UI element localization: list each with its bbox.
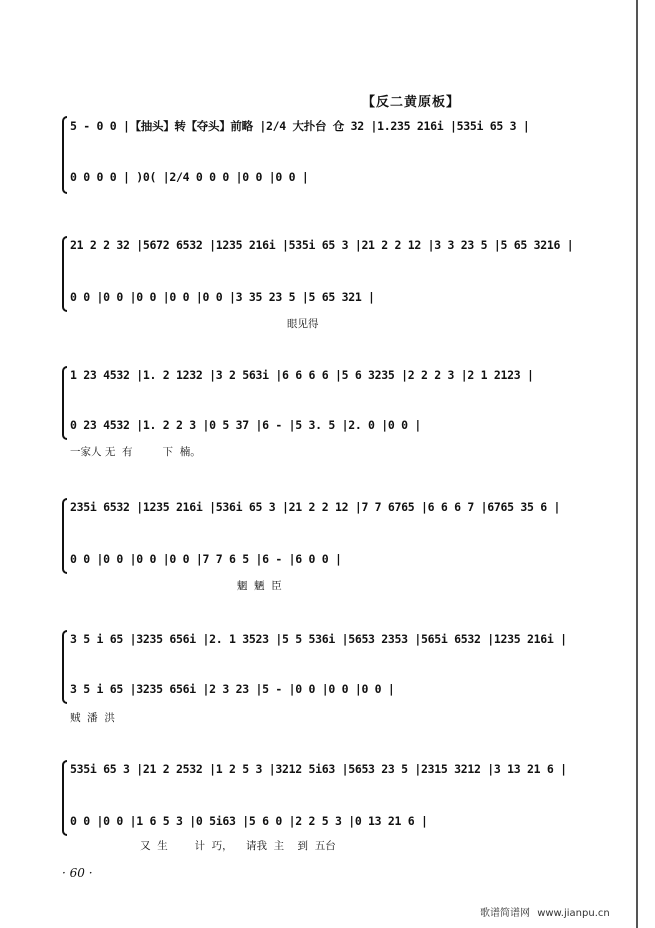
lyrics-line: 眼见得 [70,318,319,330]
lyrics-line: 又 生 计 巧， 请我 主 到 五台 [70,840,336,852]
lyrics-line: 贼 潘 洪 [70,712,115,724]
system-brace [62,760,67,836]
lower-staff: 0 0 0 0 | )0( |2/4 0 0 0 |0 0 |0 0 | [70,170,309,184]
lyrics-line: 魍 魉 臣 [70,580,282,592]
upper-staff: 235i 6532 |1235 216i |536i 65 3 |21 2 2 12 |7 7 6765 |6 6 6 7 |6765 35 6 | [70,500,561,514]
lower-staff: 0 0 |0 0 |1 6 5 3 |0 5i63 |5 6 0 |2 2 5 3 |0 13 21 6 | [70,814,428,828]
lyrics-line: 一家人 无 有 下 楠。 [70,446,201,458]
upper-staff: 1 23 4532 |1. 2 1232 |3 2 563i |6 6 6 6 |5 6 3235 |2 2 2 3 |2 1 2123 | [70,368,534,382]
system-brace [62,630,67,704]
lower-staff: 3 5 i 65 |3235 656i |2 3 23 |5 - |0 0 |0 0 |0 0 | [70,682,395,696]
site-watermark [480,904,610,919]
upper-staff: 5 - 0 0 |【抽头】转【夺头】前略 |2/4 大扑台 仓 32 |1.235 216i |535i 65 3 | [70,119,530,133]
watermark-url: www.jianpu.cn [537,908,610,919]
lower-staff: 0 23 4532 |1. 2 2 3 |0 5 37 |6 - |5 3. 5 |2. 0 |0 0 | [70,418,422,432]
upper-staff: 21 2 2 32 |5672 6532 |1235 216i |535i 65 3 |21 2 2 12 |3 3 23 5 |5 65 3216 | [70,238,574,252]
upper-staff: 3 5 i 65 |3235 656i |2. 1 3523 |5 5 536i |5653 2353 |565i 6532 |1235 216i | [70,632,567,646]
lower-staff: 0 0 |0 0 |0 0 |0 0 |7 7 6 5 |6 - |6 0 0 | [70,552,342,566]
system-brace [62,116,67,194]
upper-staff: 535i 65 3 |21 2 2532 |1 2 5 3 |3212 5i63 |5653 23 5 |2315 3212 |3 13 21 6 | [70,762,567,776]
system-brace [62,366,67,440]
page-edge-line [636,0,638,928]
system-brace [62,498,67,574]
lyrics-line [70,194,610,208]
page-number: · 60 · [62,866,93,880]
section-title: 【反二黄原板】 [362,95,461,110]
watermark-cn: 歌谱简谱网 [480,908,530,919]
lower-staff: 0 0 |0 0 |0 0 |0 0 |0 0 |3 35 23 5 |5 65 321 | [70,290,375,304]
system-brace [62,236,67,312]
